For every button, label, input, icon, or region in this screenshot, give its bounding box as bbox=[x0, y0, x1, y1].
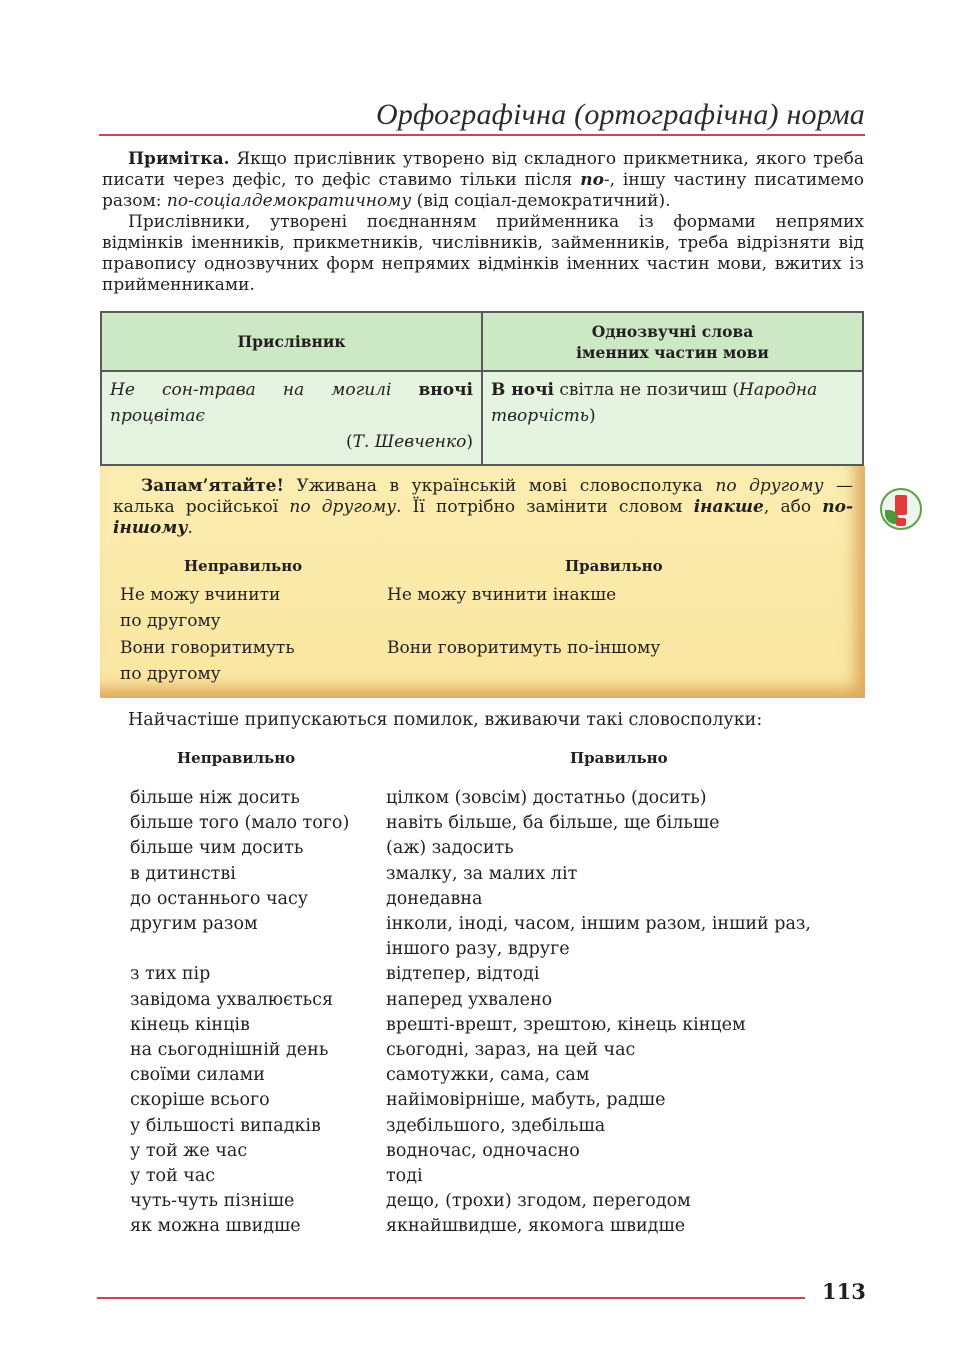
footer-rule bbox=[97, 1297, 805, 1299]
col2-header-l2: іменних частин мови bbox=[576, 342, 769, 362]
wrong-phrase: другим разом bbox=[130, 914, 258, 935]
col-header-adverb: Прислівник bbox=[101, 312, 482, 371]
note-label: Примітка. bbox=[128, 149, 230, 169]
wrong-phrase: кінець кінців bbox=[130, 1014, 250, 1035]
wrong-phrase: завідома ухвалюється bbox=[130, 989, 334, 1010]
right-phrases-column bbox=[386, 786, 811, 1240]
right-phrase: сьогодні, зараз, на цей час bbox=[386, 1040, 636, 1061]
memo-wrong-header: Неправильно bbox=[184, 557, 303, 575]
nominal-example-bold: В ночі bbox=[491, 380, 554, 400]
nominal-example-close: ) bbox=[589, 406, 596, 426]
wrong-phrase: у той же час bbox=[130, 1140, 248, 1161]
intro-line bbox=[102, 710, 864, 731]
memo-row1-right: Не можу вчинити інакше bbox=[387, 585, 617, 605]
right-phrase: дещо, (трохи) згодом, перегодом bbox=[386, 1191, 691, 1212]
memo-row1-wrong bbox=[120, 582, 280, 634]
wrong-phrase bbox=[130, 937, 349, 962]
col2-header-l1: Однозвучні слова bbox=[591, 321, 754, 341]
exclamation-dot bbox=[896, 518, 906, 526]
right-phrase: врешті-врешт, зрештою, кінець кінцем bbox=[386, 1014, 746, 1035]
memo-word2: по-іншому bbox=[113, 497, 854, 538]
adverb-example-pre: Не сон-трава на могилі bbox=[110, 380, 419, 400]
wrong-phrase: до останнього часу bbox=[130, 888, 309, 909]
right-phrase: змалку, за малих літ bbox=[386, 863, 578, 884]
adverb-example-cell bbox=[101, 371, 482, 465]
right-phrase: наперед ухвалено bbox=[386, 989, 553, 1010]
memo-word1: інакше bbox=[693, 497, 764, 517]
right-phrase: здебільшого, здебільша bbox=[386, 1115, 606, 1136]
right-phrase: цілком (зовсім) достатньо (досить) bbox=[386, 788, 707, 808]
right-phrase: інколи, іноді, часом, іншим разом, інший раз, bbox=[386, 914, 811, 935]
memo-t3: . Її потрібно замінити словом bbox=[396, 497, 694, 517]
nominal-example-source: Народна творчість bbox=[491, 380, 818, 426]
right-phrase: якнайшвидше, якомога швидше bbox=[386, 1216, 686, 1237]
memo-phrase1: по другому bbox=[715, 476, 824, 496]
memo-row2-wrong bbox=[120, 635, 295, 687]
note-text-3: (від соціал-демократичний). bbox=[411, 191, 671, 211]
memo-t2: — калька російської bbox=[113, 476, 853, 517]
note-prefix: по bbox=[580, 170, 604, 190]
right-phrase: відтепер, відтоді bbox=[386, 964, 540, 985]
note-text-2: -, іншу частину писатимемо разом: bbox=[102, 170, 864, 211]
wrong-phrases-column bbox=[130, 786, 349, 1240]
page-header-title: Орфографічна (ортографічна) норма bbox=[375, 98, 865, 131]
note-example: по-соціалдемократичному bbox=[166, 191, 412, 211]
wrong-phrase: на сьогоднішній день bbox=[130, 1040, 329, 1061]
right-phrase: водночас, одночасно bbox=[386, 1140, 580, 1161]
wrong-phrase: у той час bbox=[130, 1166, 216, 1187]
wrong-phrase: більше того (мало того) bbox=[130, 813, 350, 834]
memo-t5: . bbox=[187, 518, 193, 538]
page-number: 113 bbox=[822, 1279, 866, 1304]
right-phrase: (аж) задосить bbox=[386, 838, 514, 859]
remember-box bbox=[100, 466, 865, 698]
memo-row1-wrong-l2: по другому bbox=[120, 611, 221, 631]
exclamation-warning-icon bbox=[880, 488, 922, 530]
intro-text: Найчастіше припускаються помилок, вживаючи такі словосполуки: bbox=[128, 710, 763, 730]
note-paragraph bbox=[102, 149, 864, 296]
adverb-example-bold: вночі bbox=[418, 380, 473, 400]
adverb-example-author bbox=[110, 429, 473, 455]
memo-row2-wrong-l1: Вони говоритимуть bbox=[120, 638, 295, 658]
header-rule bbox=[99, 134, 865, 136]
memo-right-header: Правильно bbox=[565, 557, 663, 575]
adverb-example-post: процвітає bbox=[110, 406, 206, 426]
nominal-example-text: світла не позичиш ( bbox=[553, 380, 740, 400]
memo-row1-wrong-l1: Не можу вчинити bbox=[120, 585, 281, 605]
note-text-1: Якщо прислівник утворено від складного прикметника, якого треба писати через дефіс, то дефіс ставимо тільки після bbox=[102, 149, 864, 190]
wrong-phrase: своїми силами bbox=[130, 1065, 265, 1086]
list-right-header: Правильно bbox=[570, 749, 668, 767]
wrong-phrase: з тих пір bbox=[130, 964, 211, 985]
col-header-nominal bbox=[482, 312, 863, 371]
comparison-table bbox=[100, 311, 864, 466]
right-phrase: самотужки, сама, сам bbox=[386, 1065, 590, 1086]
exclamation-bar bbox=[895, 495, 907, 515]
right-phrase: іншого разу, вдруге bbox=[386, 939, 570, 960]
author-open: ( bbox=[345, 432, 353, 452]
memo-t4: , або bbox=[763, 497, 823, 517]
list-wrong-header: Неправильно bbox=[177, 749, 296, 767]
wrong-phrase: більше ніж досить bbox=[130, 788, 300, 808]
wrong-phrase: в дитинстві bbox=[130, 863, 236, 884]
adverbs-paragraph: Прислівники, утворені поєднанням прийменника із формами непрямих відмінків іменників, прикметників, числівників, займенників, треба відрізняти від правопису однозвучних форм непрямих відмінків іменних частин мови, вжитих із прийменниками. bbox=[102, 212, 864, 295]
remember-text bbox=[113, 476, 853, 539]
remember-label: Запам’ятайте! bbox=[141, 476, 284, 496]
right-phrase: навіть більше, ба більше, ще більше bbox=[386, 813, 720, 834]
author-close: ) bbox=[466, 432, 473, 452]
wrong-phrase: у більшості випадків bbox=[130, 1115, 321, 1136]
memo-t1: Уживана в українській мові словосполука bbox=[283, 476, 716, 496]
nominal-example-cell bbox=[482, 371, 863, 465]
wrong-phrase: як можна швидше bbox=[130, 1216, 301, 1237]
memo-row2-wrong-l2: по другому bbox=[120, 664, 221, 684]
wrong-phrase: скоріше всього bbox=[130, 1090, 270, 1111]
right-phrase: донедавна bbox=[386, 888, 483, 909]
wrong-phrase: більше чим досить bbox=[130, 838, 304, 859]
right-phrase: найімовірніше, мабуть, радше bbox=[386, 1090, 666, 1111]
wrong-phrase: чуть-чуть пізніше bbox=[130, 1191, 295, 1212]
memo-row2-right: Вони говоритимуть по-іншому bbox=[387, 638, 661, 658]
author-name: Т. Шевченко bbox=[352, 432, 467, 452]
right-phrase: тоді bbox=[386, 1166, 423, 1187]
memo-phrase2: по другому bbox=[289, 497, 397, 517]
